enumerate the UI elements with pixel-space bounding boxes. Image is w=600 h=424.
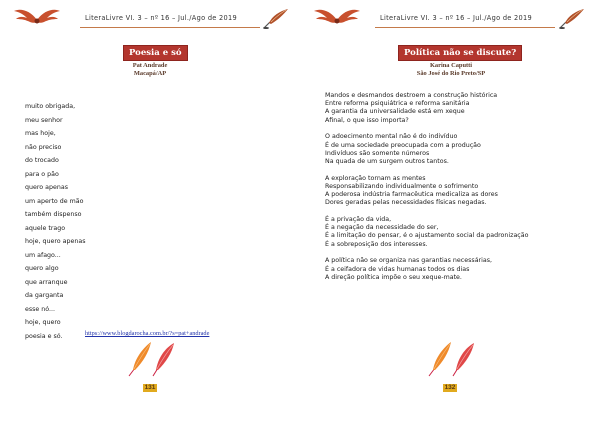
stanza-gap — [325, 207, 528, 216]
quill-icon — [558, 8, 586, 34]
poem-line: Entre reforma psiquiátrica e reforma sanitária — [325, 100, 470, 108]
author-name: Pat Andrade — [132, 62, 168, 69]
author-place: São José do Rio Preto/SP — [416, 70, 486, 77]
poem-body — [25, 100, 86, 343]
poem-line: meu senhor — [25, 116, 63, 124]
poem-line: Responsabilizando individualmente o sofrimento — [325, 182, 479, 190]
poem-line: A garantia da universalidade está em xeque — [325, 108, 465, 116]
poem-line: A direção política impõe o seu xeque-mate. — [325, 273, 462, 281]
poem-line: não preciso — [25, 143, 62, 151]
header-rule — [375, 27, 555, 28]
poem-line: um aperto de mão — [25, 197, 84, 205]
poem-line: Indivíduos são somente números — [325, 149, 430, 157]
poem-line: um afago... — [25, 251, 61, 259]
poem-line: É a negação da necessidade do ser, — [325, 224, 439, 232]
page-header — [0, 8, 300, 30]
winged-logo-icon — [12, 8, 62, 28]
winged-logo-icon — [312, 8, 362, 28]
poem-line: mas hoje, — [25, 130, 56, 137]
author-place: Macapá/AP — [133, 70, 167, 77]
author-block — [361, 62, 541, 78]
poem-line: que arranque — [25, 278, 68, 286]
header-rule — [80, 27, 260, 28]
poem-line: quero algo — [25, 265, 59, 272]
poem-line: hoje, quero apenas — [25, 238, 86, 245]
poem-line: É a sobreposição dos interesses. — [325, 240, 428, 248]
poem-line: muito obrigada, — [25, 103, 76, 110]
poem-line: É a ceifadora de vidas humanas todos os dias — [325, 265, 470, 273]
poem-line: A política não se organiza nas garantias necessárias, — [325, 257, 493, 265]
quill-icon — [262, 8, 290, 34]
poem-title: Política não se discute? — [398, 45, 522, 61]
poem-line: do trocado — [25, 157, 59, 164]
page-number: 132 — [444, 384, 456, 391]
right-page — [300, 0, 600, 424]
page-header — [300, 8, 600, 30]
journal-header: LiteraLivre VI. 3 – nº 16 – Jul./Ago de 2019 — [380, 14, 533, 22]
feathers-icon — [425, 340, 477, 382]
poem-title: Poesia e só — [123, 45, 188, 61]
poem-line: da garganta — [25, 292, 64, 299]
author-name: Karina Caputti — [429, 62, 473, 69]
page-number: 131 — [144, 384, 156, 391]
poem-line: para o pão — [25, 170, 59, 178]
poem-line: Afinal, o que isso importa? — [325, 116, 409, 124]
poem-line: Mandos e desmandos destroem a construção histórica — [325, 92, 498, 99]
poem-line: É a limitação do pensar, é o ajustamento social da padronização — [325, 232, 529, 240]
journal-header: LiteraLivre VI. 3 – nº 16 – Jul./Ago de 2019 — [85, 14, 238, 22]
poem-line: Dores geradas pelas necessidades físicas negadas. — [325, 199, 487, 207]
poem-line: A exploração tornam as mentes — [325, 174, 426, 182]
poem-line: O adoecimento mental não é do indivíduo — [325, 133, 458, 141]
poem-line: É a privação da vida, — [325, 216, 392, 224]
author-block — [60, 62, 240, 78]
poem-line: também dispenso — [25, 211, 82, 218]
poem-line: Na quada de um surgem outros tantos. — [325, 157, 449, 165]
poem-line: esse nó... — [25, 305, 56, 313]
poem-line: poesia e só. — [25, 332, 63, 340]
stanza-gap — [325, 166, 528, 175]
poem-line: hoje, quero — [25, 319, 61, 326]
poem-line: aquele trago — [25, 224, 66, 232]
poem-line: É de uma sociedade preocupada com a produção — [325, 141, 481, 149]
poem-line: A poderosa indústria farmacêutica medicaliza as dores — [325, 191, 498, 199]
author-link[interactable]: https://www.blogdarocha.com.br/?s=pat+andrade — [85, 330, 210, 337]
feathers-icon — [125, 340, 177, 382]
poem-body — [325, 92, 528, 282]
poem-line: quero apenas — [25, 184, 69, 191]
